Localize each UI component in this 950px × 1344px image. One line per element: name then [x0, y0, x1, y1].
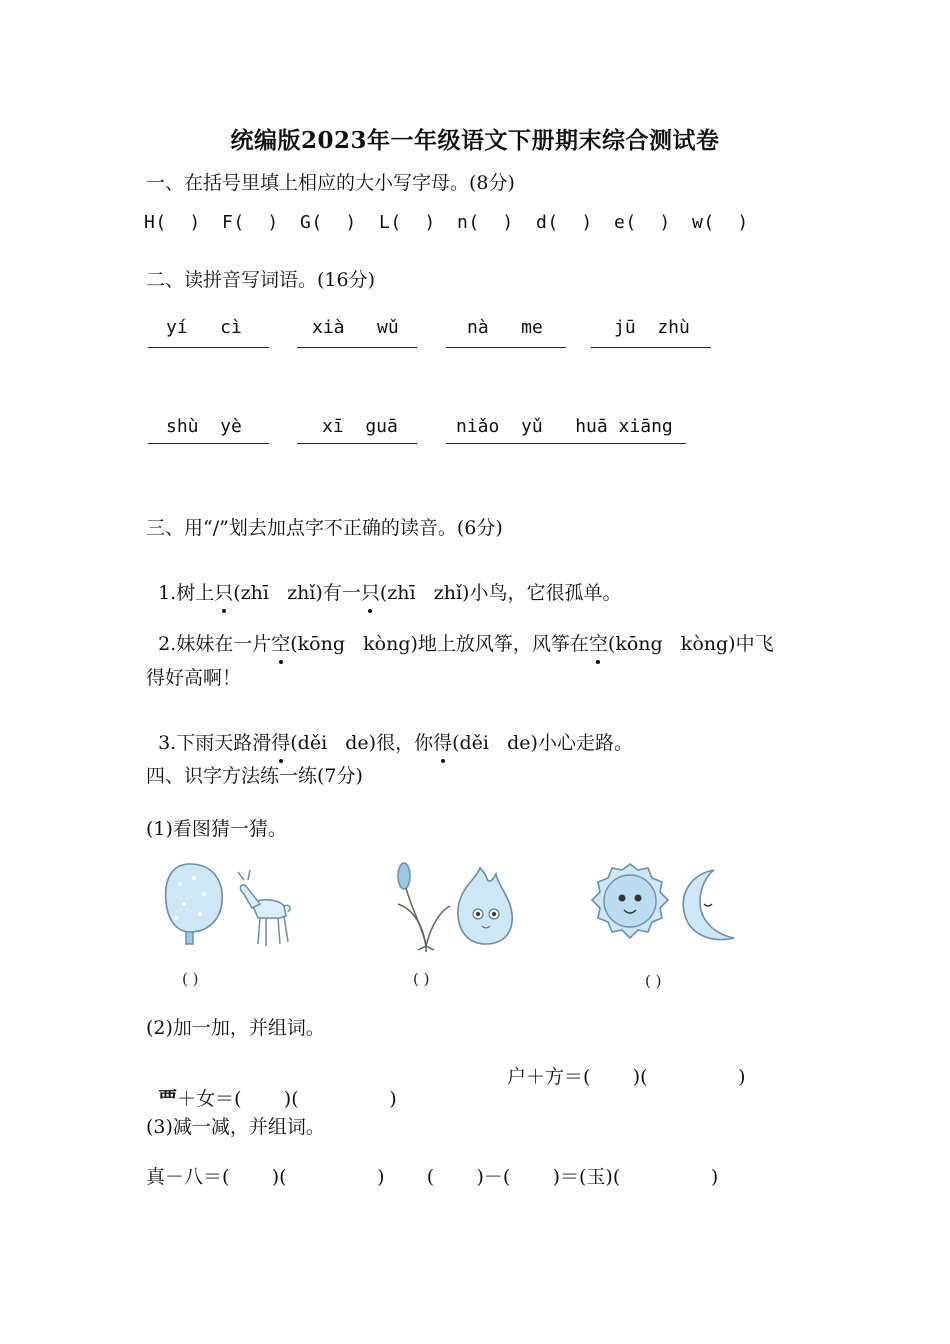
- pinyin-2: xià wǔ: [312, 317, 399, 338]
- q3-sentence-2: 2.妹妹在一片空(kōng kòng)地上放风筝，风筝在空(kōng kòng)中飞: [146, 607, 774, 656]
- dotted-char: 空: [589, 629, 608, 656]
- dotted-char: 得: [271, 728, 290, 755]
- dotted-char: 只: [361, 578, 380, 605]
- tree-icon: [166, 864, 223, 944]
- answer-line-1[interactable]: [148, 347, 269, 348]
- grain-plant-icon: [398, 863, 450, 952]
- q4-part-1: (1)看图猜一猜。: [146, 818, 287, 840]
- q1-letter-7: e( ): [614, 212, 671, 233]
- q4-heading: 四、识字方法练一练(7分): [146, 765, 363, 787]
- goat-icon: [238, 870, 290, 946]
- q4-part-2-left: 覀＋女＝( )( ): [158, 1088, 397, 1110]
- page-title: 统编版2023年一年级语文下册期末综合测试卷: [230, 127, 720, 154]
- q1-letter-5: n( ): [457, 212, 514, 233]
- dotted-char: 得: [433, 728, 452, 755]
- pinyin-1: yí cì: [166, 317, 242, 338]
- radical-char: 覀: [158, 1088, 178, 1110]
- q1-letter-4: L( ): [379, 212, 436, 233]
- answer-line-3[interactable]: [446, 347, 566, 348]
- q1-letter-8: w( ): [692, 212, 749, 233]
- q3-sentence-3: 3.下雨天路滑得(děi de)很，你得(děi de)小心走路。: [146, 706, 633, 755]
- pinyin-6: xī guā: [322, 416, 398, 437]
- picture-answer-1[interactable]: ( ): [182, 970, 199, 988]
- answer-line-4[interactable]: [591, 347, 711, 348]
- pinyin-4: jū zhù: [614, 317, 690, 338]
- pinyin-3: nà me: [467, 317, 543, 338]
- q1-letter-2: F( ): [222, 212, 279, 233]
- q4-part-3-line: 真－八＝( )( ) ( )－( )＝(玉)( ): [146, 1166, 719, 1188]
- picture-answer-3[interactable]: ( ): [645, 972, 662, 990]
- q1-letter-3: G( ): [300, 212, 357, 233]
- answer-line-5[interactable]: [148, 443, 269, 444]
- q1-letter-1: H( ): [144, 212, 201, 233]
- q4-part-2-right: 户＋方＝( )( ): [507, 1066, 746, 1088]
- tree-goat-picture: [160, 860, 300, 952]
- pinyin-5: shù yè: [166, 416, 242, 437]
- answer-line-6[interactable]: [297, 443, 417, 444]
- q3-sentence-2-cont: 得好高啊！: [146, 667, 242, 689]
- dotted-char: 只: [214, 578, 233, 605]
- moon-icon: [683, 870, 734, 940]
- dotted-char: 空: [271, 629, 290, 656]
- sun-icon: [592, 864, 668, 938]
- q4-part-2: (2)加一加，并组词。: [146, 1017, 325, 1039]
- fire-icon: [458, 868, 512, 944]
- sun-moon-picture: [588, 860, 748, 952]
- q3-sentence-1: 1.树上只(zhī zhǐ)有一只(zhī zhǐ)小鸟，它很孤单。: [146, 556, 621, 605]
- picture-answer-2[interactable]: ( ): [413, 970, 430, 988]
- q1-heading: 一、在括号里填上相应的大小写字母。(8分): [146, 172, 515, 194]
- q3-heading: 三、用“/”划去加点字不正确的读音。(6分): [146, 517, 503, 539]
- q4-part-3: (3)减一减，并组词。: [146, 1116, 325, 1138]
- pinyin-7: niǎo yǔ huā xiāng: [456, 416, 673, 437]
- answer-line-2[interactable]: [297, 347, 417, 348]
- grain-fire-picture: [392, 860, 522, 952]
- answer-line-7[interactable]: [446, 443, 686, 444]
- q2-heading: 二、读拼音写词语。(16分): [146, 269, 376, 291]
- q1-letter-6: d( ): [536, 212, 593, 233]
